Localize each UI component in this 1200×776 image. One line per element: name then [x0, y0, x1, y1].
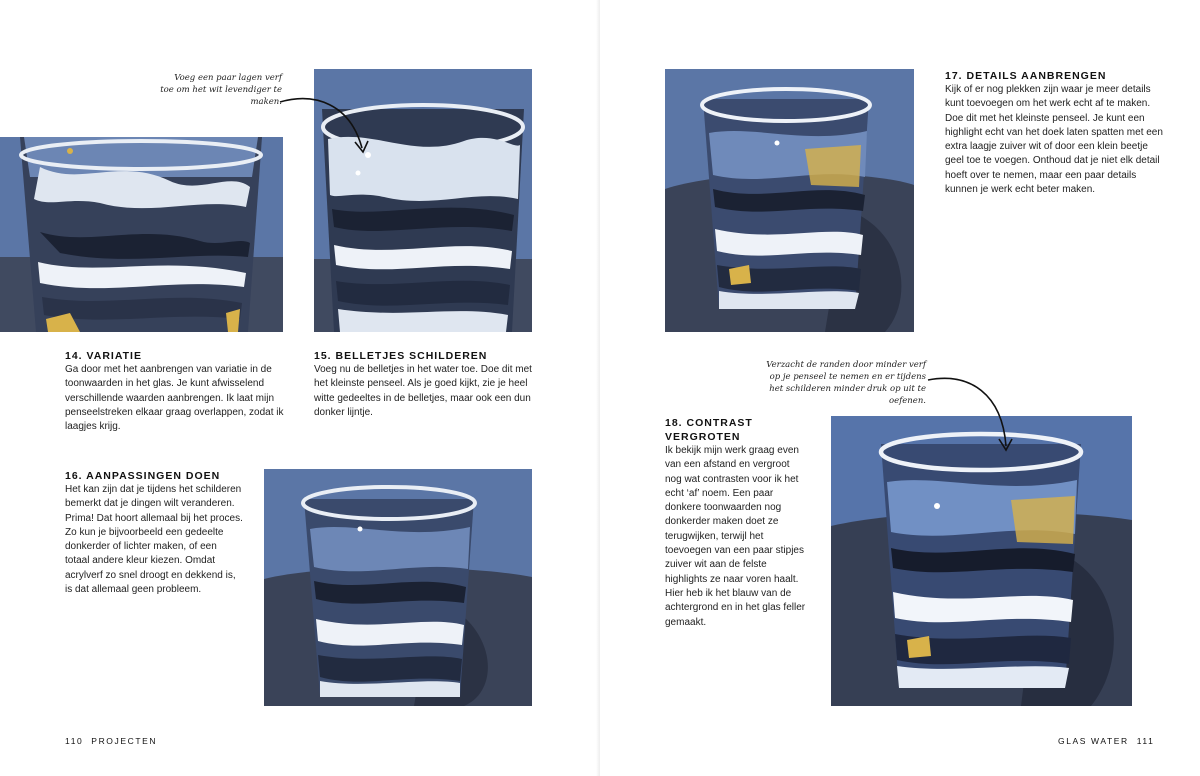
- painting-step-16: [264, 469, 532, 706]
- step-15-heading: 15. BELLETJES SCHILDEREN: [314, 350, 488, 362]
- folio-left: [65, 736, 157, 746]
- step-18-heading: [665, 416, 815, 444]
- section-title-left: PROJECTEN: [91, 736, 158, 746]
- painting-step-18: [831, 416, 1132, 706]
- painting-step-17: [665, 69, 914, 332]
- right-page: [600, 0, 1200, 776]
- step-16-text: Het kan zijn dat je tijdens het schilderen bemerkt dat je dingen wilt veranderen. Prima! Dat hoort allemaal bij het proces. Zo kun je bijvoorbeeld een gedeelte donkerder of lichter maken, of een totaal andere kleur kiezen. Omdat acrylverf zo snel droogt en dekkend is, is dat allemaal geen probleem.: [65, 484, 243, 596]
- step-17-heading: 17. DETAILS AANBRENGEN: [945, 70, 1107, 82]
- page-number-left: 110: [65, 736, 84, 746]
- annotation-step-15: Voeg een paar lagen verf toe om het wit levendiger te maken.: [160, 73, 282, 107]
- annotation-step-18: Verzacht de randen door minder verf op je penseel te nemen en er tijdens het schilderen minder druk op uit te oefenen.: [766, 360, 926, 406]
- step-18-text: Ik bekijk mijn werk graag even van een afstand en vergroot nog wat contrasten voor ik het echt ‘af’ noem. Een paar donkere toonwaarden nog donkerder maken doet ze terugwijken, terwijl het toevoegen van een paar stipjes zuiver wit aan de felste highlights ze naar voren haalt. Hier heb ik het blauw van de achtergrond en in het glas feller gemaakt.: [665, 445, 806, 628]
- annotation-arrow-step-18: [920, 366, 1020, 456]
- step-16-heading: 16. AANPASSINGEN DOEN: [65, 470, 221, 482]
- folio-right: [1058, 736, 1155, 746]
- page-number-right: 111: [1136, 736, 1155, 746]
- step-18-heading-line2: VERGROTEN: [665, 431, 741, 443]
- annotation-arrow-step-15: [270, 90, 380, 165]
- step-14-heading: 14. VARIATIE: [65, 350, 142, 362]
- section-title-right: GLAS WATER: [1058, 736, 1129, 746]
- step-18-heading-line1: 18. CONTRAST: [665, 417, 753, 429]
- painting-step-14: [0, 137, 283, 332]
- step-14-text: Ga door met het aanbrengen van variatie in de toonwaarden in het glas. Je kunt afwisselend verschillende waarden aanbrengen. Ik laat mijn penseelstreken elkaar graag overlappen, zodat ik laagjes krijg.: [65, 364, 284, 433]
- step-15-text: Voeg nu de belletjes in het water toe. Doe dit met het kleinste penseel. Als je goed kijkt, zie je heel witte gedeeltes in de belletjes, maar ook een dun donker lijntje.: [314, 364, 532, 418]
- step-17-text: Kijk of er nog plekken zijn waar je meer details kunt toevoegen om het werk echt af te maken. Doe dit met het kleinste penseel. Je kunt een highlight echt van het doek laten spatten met een extra laagje zuiver wit of door een klein beetje geel toe te voegen. Onthoud dat je niet elk detail hoeft over te nemen, maar een paar details kunnen je werk echt beter maken.: [945, 84, 1163, 196]
